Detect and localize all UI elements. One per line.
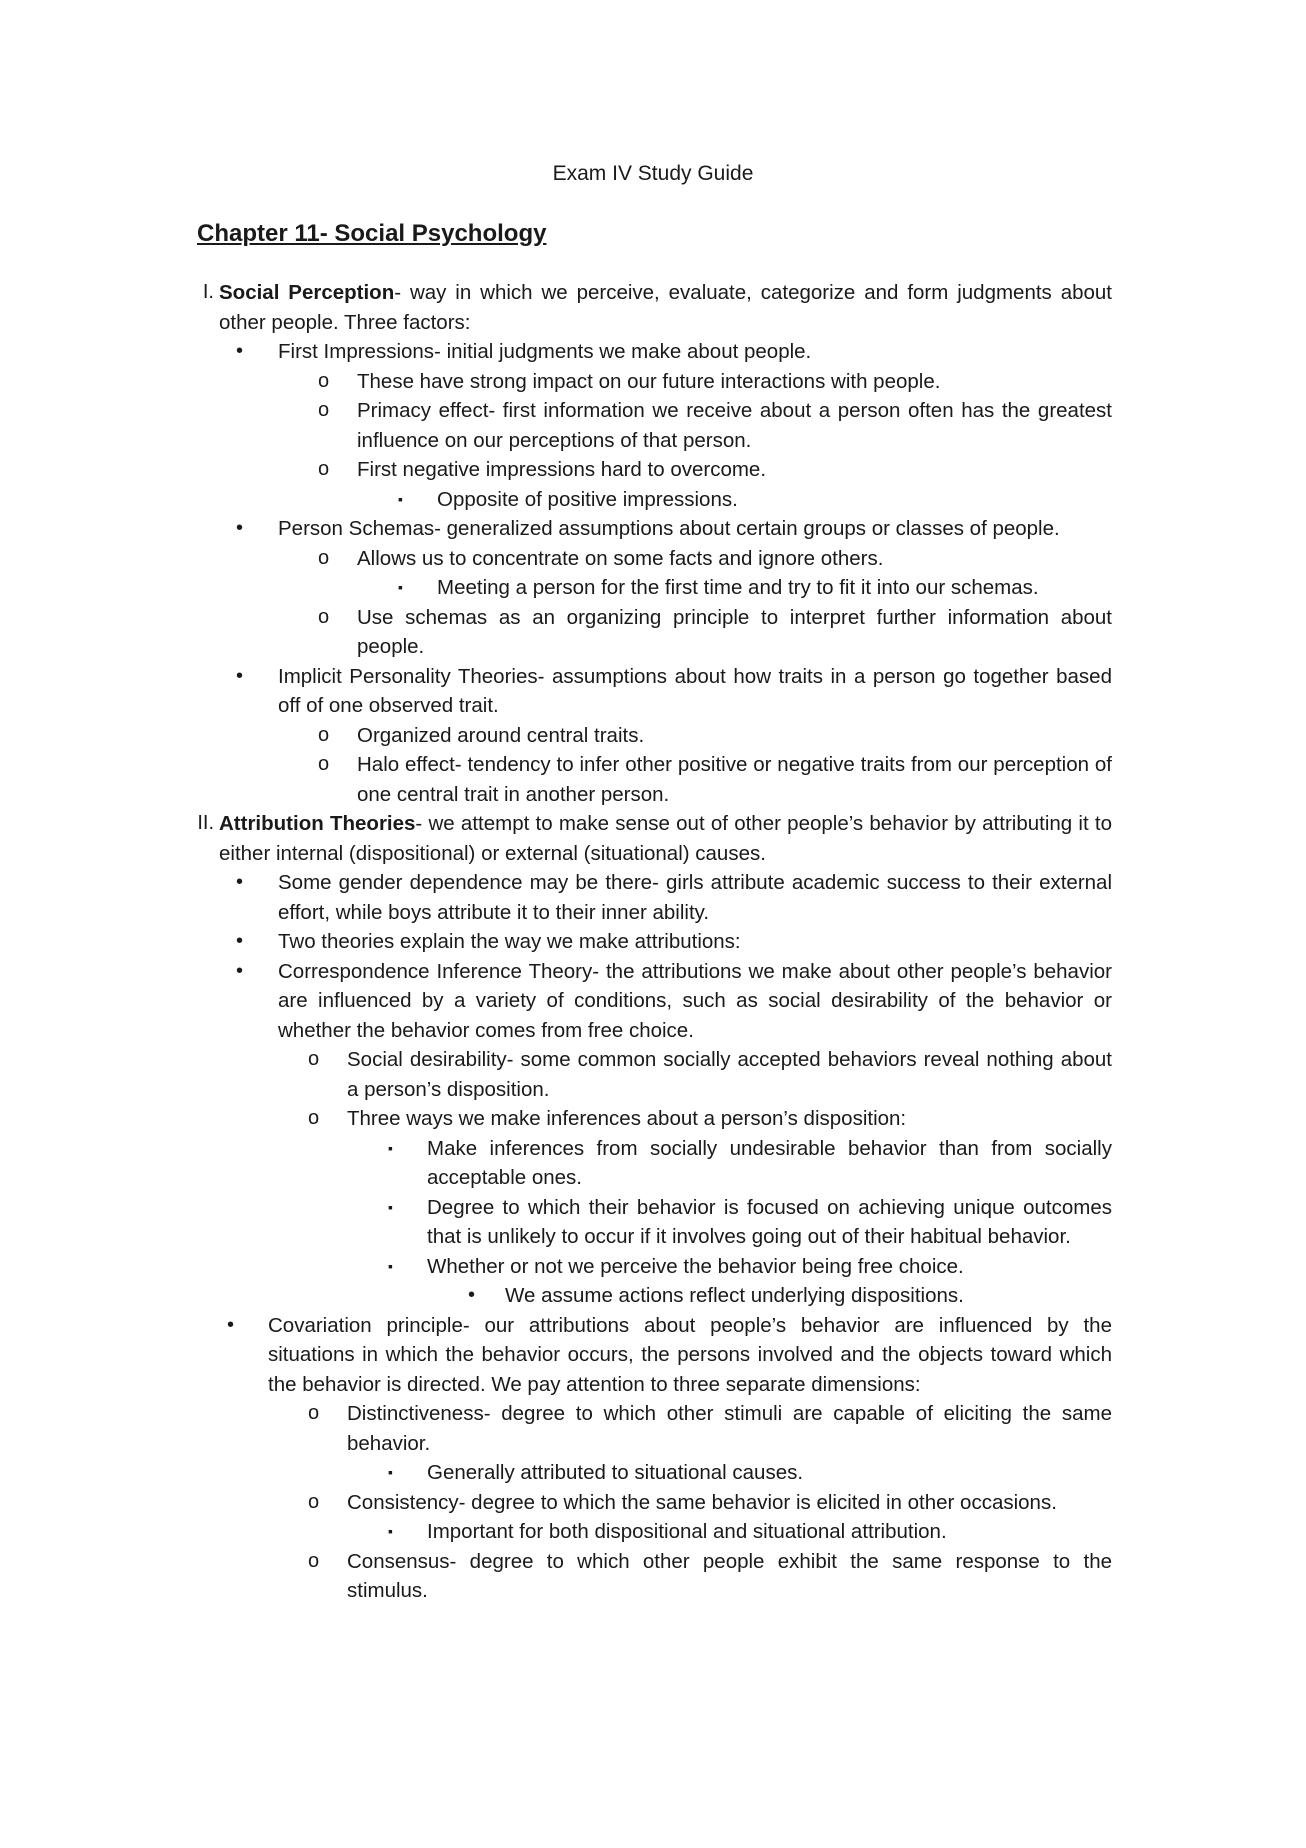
list-item: • Person Schemas- generalized assumptions about certain groups or classes of people. bbox=[0, 514, 1112, 544]
list-item: • First Impressions- initial judgments we make about people. bbox=[0, 337, 1112, 367]
square-marker: ▪ bbox=[388, 1139, 393, 1156]
circle-marker: o bbox=[318, 753, 330, 775]
bullet-marker: • bbox=[236, 871, 244, 893]
circle-marker: o bbox=[318, 369, 330, 392]
circle-marker: o bbox=[308, 1107, 320, 1129]
list-item: o Primacy effect- first information we receive about a person often has the greatest influence on our perceptions of that person. bbox=[0, 396, 1112, 455]
square-marker: ▪ bbox=[388, 1464, 393, 1480]
list-item: o Consistency- degree to which the same behavior is elicited in other occasions. bbox=[0, 1488, 1112, 1518]
circle-marker: o bbox=[318, 458, 330, 480]
list-item: o Distinctiveness- degree to which other stimuli are capable of eliciting the same behavior. bbox=[0, 1399, 1112, 1458]
circle-marker: o bbox=[318, 546, 330, 569]
bullet-marker: • bbox=[236, 930, 244, 952]
square-marker: ▪ bbox=[388, 1198, 393, 1215]
list-item: • Correspondence Inference Theory- the attributions we make about other people’s behavior are influenced by a variety of conditions, such as social desirability of the behavior or whether the behavior comes from free choice. bbox=[0, 957, 1112, 1046]
list-item: • Two theories explain the way we make attributions: bbox=[0, 927, 1112, 957]
circle-marker: o bbox=[308, 1549, 320, 1572]
list-item: o Three ways we make inferences about a person’s disposition: bbox=[0, 1104, 1112, 1134]
section-text: - way in which we perceive, evaluate, categorize and form judgments about other people. Three factors: bbox=[219, 281, 1112, 334]
square-marker: ▪ bbox=[388, 1257, 393, 1274]
section-text: - we attempt to make sense out of other people’s behavior by attributing it to either internal (dispositional) or external (situational) causes. bbox=[219, 812, 1112, 865]
list-item: ▪ Make inferences from socially undesirable behavior than from socially acceptable ones. bbox=[0, 1134, 1112, 1193]
circle-marker: o bbox=[308, 1048, 320, 1070]
list-item: • Implicit Personality Theories- assumptions about how traits in a person go together based off of one observed trait. bbox=[0, 662, 1112, 721]
list-item: o Organized around central traits. bbox=[0, 721, 1112, 751]
list-item: o Use schemas as an organizing principle to interpret further information about people. bbox=[0, 603, 1112, 662]
bullet-marker: • bbox=[227, 1313, 235, 1336]
chapter-heading: Chapter 11- Social Psychology bbox=[197, 220, 547, 247]
circle-marker: o bbox=[308, 1402, 320, 1424]
outline bbox=[0, 278, 1306, 1606]
list-item: o Social desirability- some common socially accepted behaviors reveal nothing about a person’s disposition. bbox=[0, 1045, 1112, 1104]
circle-marker: o bbox=[318, 605, 330, 628]
bullet-marker: • bbox=[236, 664, 244, 687]
list-item: o First negative impressions hard to overcome. bbox=[0, 455, 1112, 485]
section-term: Social Perception bbox=[219, 281, 395, 304]
bullet-marker: • bbox=[236, 959, 244, 982]
list-item: ▪ Generally attributed to situational causes. bbox=[0, 1458, 1112, 1488]
section-attribution-theories bbox=[0, 809, 1112, 868]
list-item: ▪ Important for both dispositional and situational attribution. bbox=[0, 1517, 1112, 1547]
list-item: o Allows us to concentrate on some facts and ignore others. bbox=[0, 544, 1112, 574]
list-item: • Covariation principle- our attributions about people’s behavior are influenced by the situations in which the behavior occurs, the persons involved and the objects toward which the behavior is directed. We pay attention to three separate dimensions: bbox=[0, 1311, 1112, 1400]
bullet-marker: • bbox=[236, 517, 244, 539]
list-item: o Halo effect- tendency to infer other positive or negative traits from our perception of one central trait in another person. bbox=[0, 750, 1112, 809]
circle-marker: o bbox=[308, 1490, 320, 1513]
list-item: o Consensus- degree to which other people exhibit the same response to the stimulus. bbox=[0, 1547, 1112, 1606]
bullet-marker: • bbox=[468, 1284, 476, 1306]
document-title: Exam IV Study Guide bbox=[552, 162, 754, 185]
list-item: • We assume actions reflect underlying dispositions. bbox=[0, 1281, 1112, 1311]
list-item: • Some gender dependence may be there- girls attribute academic success to their external effort, while boys attribute it to their inner ability. bbox=[0, 868, 1112, 927]
section-term: Attribution Theories bbox=[219, 812, 416, 835]
list-item: ▪ Meeting a person for the first time and try to fit it into our schemas. bbox=[0, 573, 1112, 603]
list-item: ▪ Whether or not we perceive the behavior being free choice. bbox=[0, 1252, 1112, 1282]
square-marker: ▪ bbox=[398, 490, 403, 507]
section-social-perception bbox=[0, 278, 1112, 337]
list-item: o These have strong impact on our future interactions with people. bbox=[0, 367, 1112, 397]
bullet-marker: • bbox=[236, 340, 244, 362]
section-numeral: I. bbox=[202, 281, 214, 303]
square-marker: ▪ bbox=[398, 579, 403, 595]
circle-marker: o bbox=[318, 399, 330, 421]
circle-marker: o bbox=[318, 723, 330, 746]
list-item: ▪ Degree to which their behavior is focused on achieving unique outcomes that is unlikely to occur if it involves going out of their habitual behavior. bbox=[0, 1193, 1112, 1252]
square-marker: ▪ bbox=[388, 1523, 393, 1539]
list-item: ▪ Opposite of positive impressions. bbox=[0, 485, 1112, 515]
section-numeral: II. bbox=[197, 812, 214, 834]
